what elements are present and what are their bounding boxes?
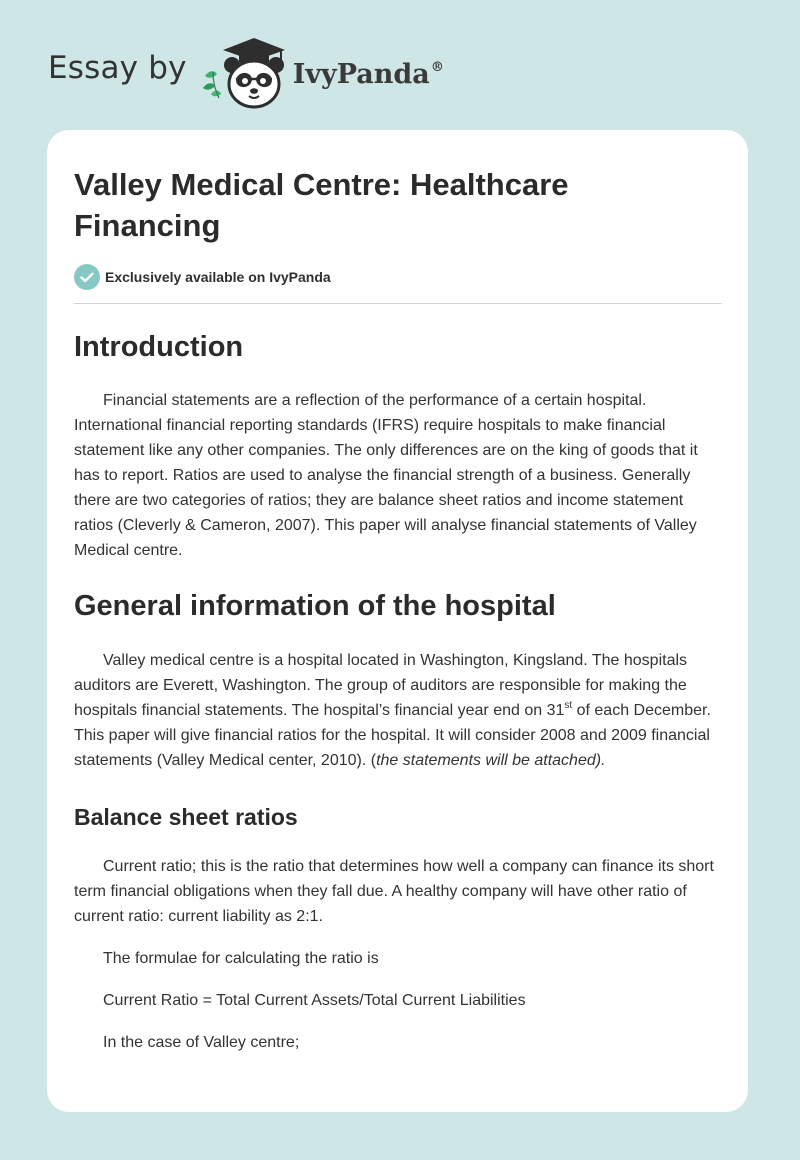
general-information-section xyxy=(74,589,722,773)
balance-sheet-ratios-section xyxy=(74,803,722,1055)
panda-graduation-cap-icon xyxy=(199,34,291,110)
current-ratio-paragraph: Current ratio; this is the ratio that determines how well a company can finance its short term financial obligations when they fall due. A healthy company will have other ratio of current ratio: current liability as 2:1. xyxy=(74,858,714,925)
brand-name: IvyPanda® xyxy=(292,58,444,90)
brand-prefix: Essay by xyxy=(48,50,187,86)
section-heading-balance-sheet-ratios: Balance sheet ratios xyxy=(74,804,298,830)
exclusive-badge xyxy=(74,264,722,290)
valley-centre-case-paragraph: In the case of Valley centre; xyxy=(103,1034,300,1051)
page-title: Valley Medical Centre: Healthcare Financing xyxy=(74,167,569,243)
section-heading-introduction: Introduction xyxy=(74,331,244,363)
current-ratio-formula: Current Ratio = Total Current Assets/Total Current Liabilities xyxy=(103,992,526,1009)
essay-card xyxy=(47,130,748,1112)
introduction-paragraph: Financial statements are a reflection of the performance of a certain hospital. International financial reporting standards (IFRS) require hospitals to make financial statement like any other companies. The only differences are on the king of goods that it has to report. Ratios are used to analyse the financial strength of a business. Generally there are two categories of ratios; they are balance sheet ratios and income statement ratios (Cleverly & Cameron, 2007). This paper will analyse financial statements of Valley Medical centre. xyxy=(74,392,698,559)
site-header xyxy=(48,34,444,110)
general-information-paragraph: Valley medical centre is a hospital located in Washington, Kingsland. The hospitals auditors are Everett, Washington. The group of auditors are responsible for making the hospitals financial statements. The hospital’s financial year end on 31st of each December. This paper will give financial ratios for the hospital. It will consider 2008 and 2009 financial statements (Valley Medical center, 2010). (the statements will be attached). xyxy=(74,652,711,769)
section-heading-general-information: General information of the hospital xyxy=(74,590,556,622)
divider xyxy=(74,303,722,304)
exclusive-badge-text: Exclusively available on IvyPanda xyxy=(105,269,331,285)
ivypanda-logo-link[interactable] xyxy=(199,34,444,110)
check-circle-icon xyxy=(74,264,100,290)
introduction-section xyxy=(74,330,722,563)
formula-intro-paragraph: The formulae for calculating the ratio is xyxy=(103,950,379,967)
